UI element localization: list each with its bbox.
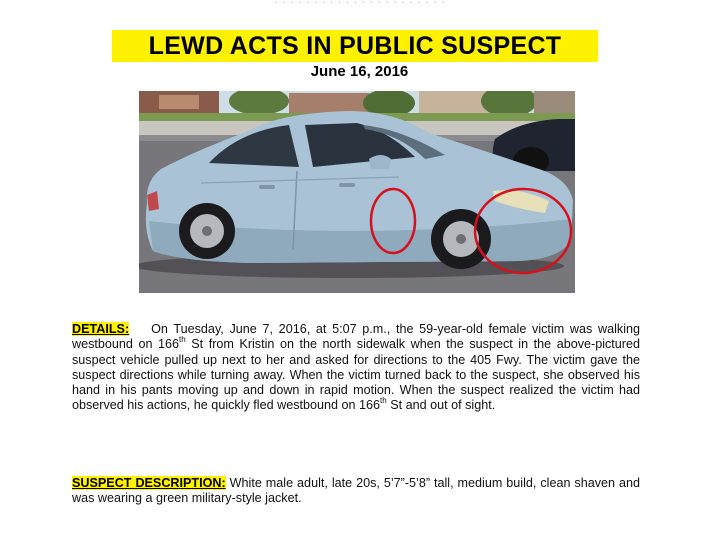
details-sup2: th bbox=[380, 396, 387, 406]
details-paragraph bbox=[72, 322, 640, 414]
details-text-part1: On Tuesday, June 7, 2016, at 5:07 p.m., the 59-year-old female victim was walking westbound on 166 bbox=[72, 322, 640, 352]
bulletin-date: June 16, 2016 bbox=[310, 63, 409, 80]
suspect-description-text: White male adult, late 20s, 5’7”-5’8” tall, medium build, clean shaven and was wearing a green military-style jacket. bbox=[72, 476, 640, 506]
details-text-part3: St and out of sight. bbox=[386, 398, 496, 413]
faded-header-line: · · · · · · · · · · · · · · · · · · · · · · bbox=[273, 0, 446, 9]
details-sup1: th bbox=[179, 335, 186, 345]
details-text-part2: St from Kristin on the north sidewalk when the suspect in the above-pictured suspect vehicle pulled up next to her and asked for directions to the 405 Fwy. The victim gave the suspect directions while turning away. When the victim turned back to the suspect, she observed his hand in his pants moving up and down in rapid motion. When the suspect realized the victim had observed his actions, he quickly fled westbound on 166 bbox=[72, 337, 640, 413]
title-banner bbox=[112, 30, 598, 62]
details-label: DETAILS: bbox=[72, 322, 130, 336]
suspect-description-label: SUSPECT DESCRIPTION: bbox=[72, 476, 226, 490]
suspect-vehicle-photo bbox=[139, 91, 575, 293]
bulletin-title: LEWD ACTS IN PUBLIC SUSPECT bbox=[148, 31, 562, 60]
suspect-description-paragraph bbox=[72, 476, 640, 507]
